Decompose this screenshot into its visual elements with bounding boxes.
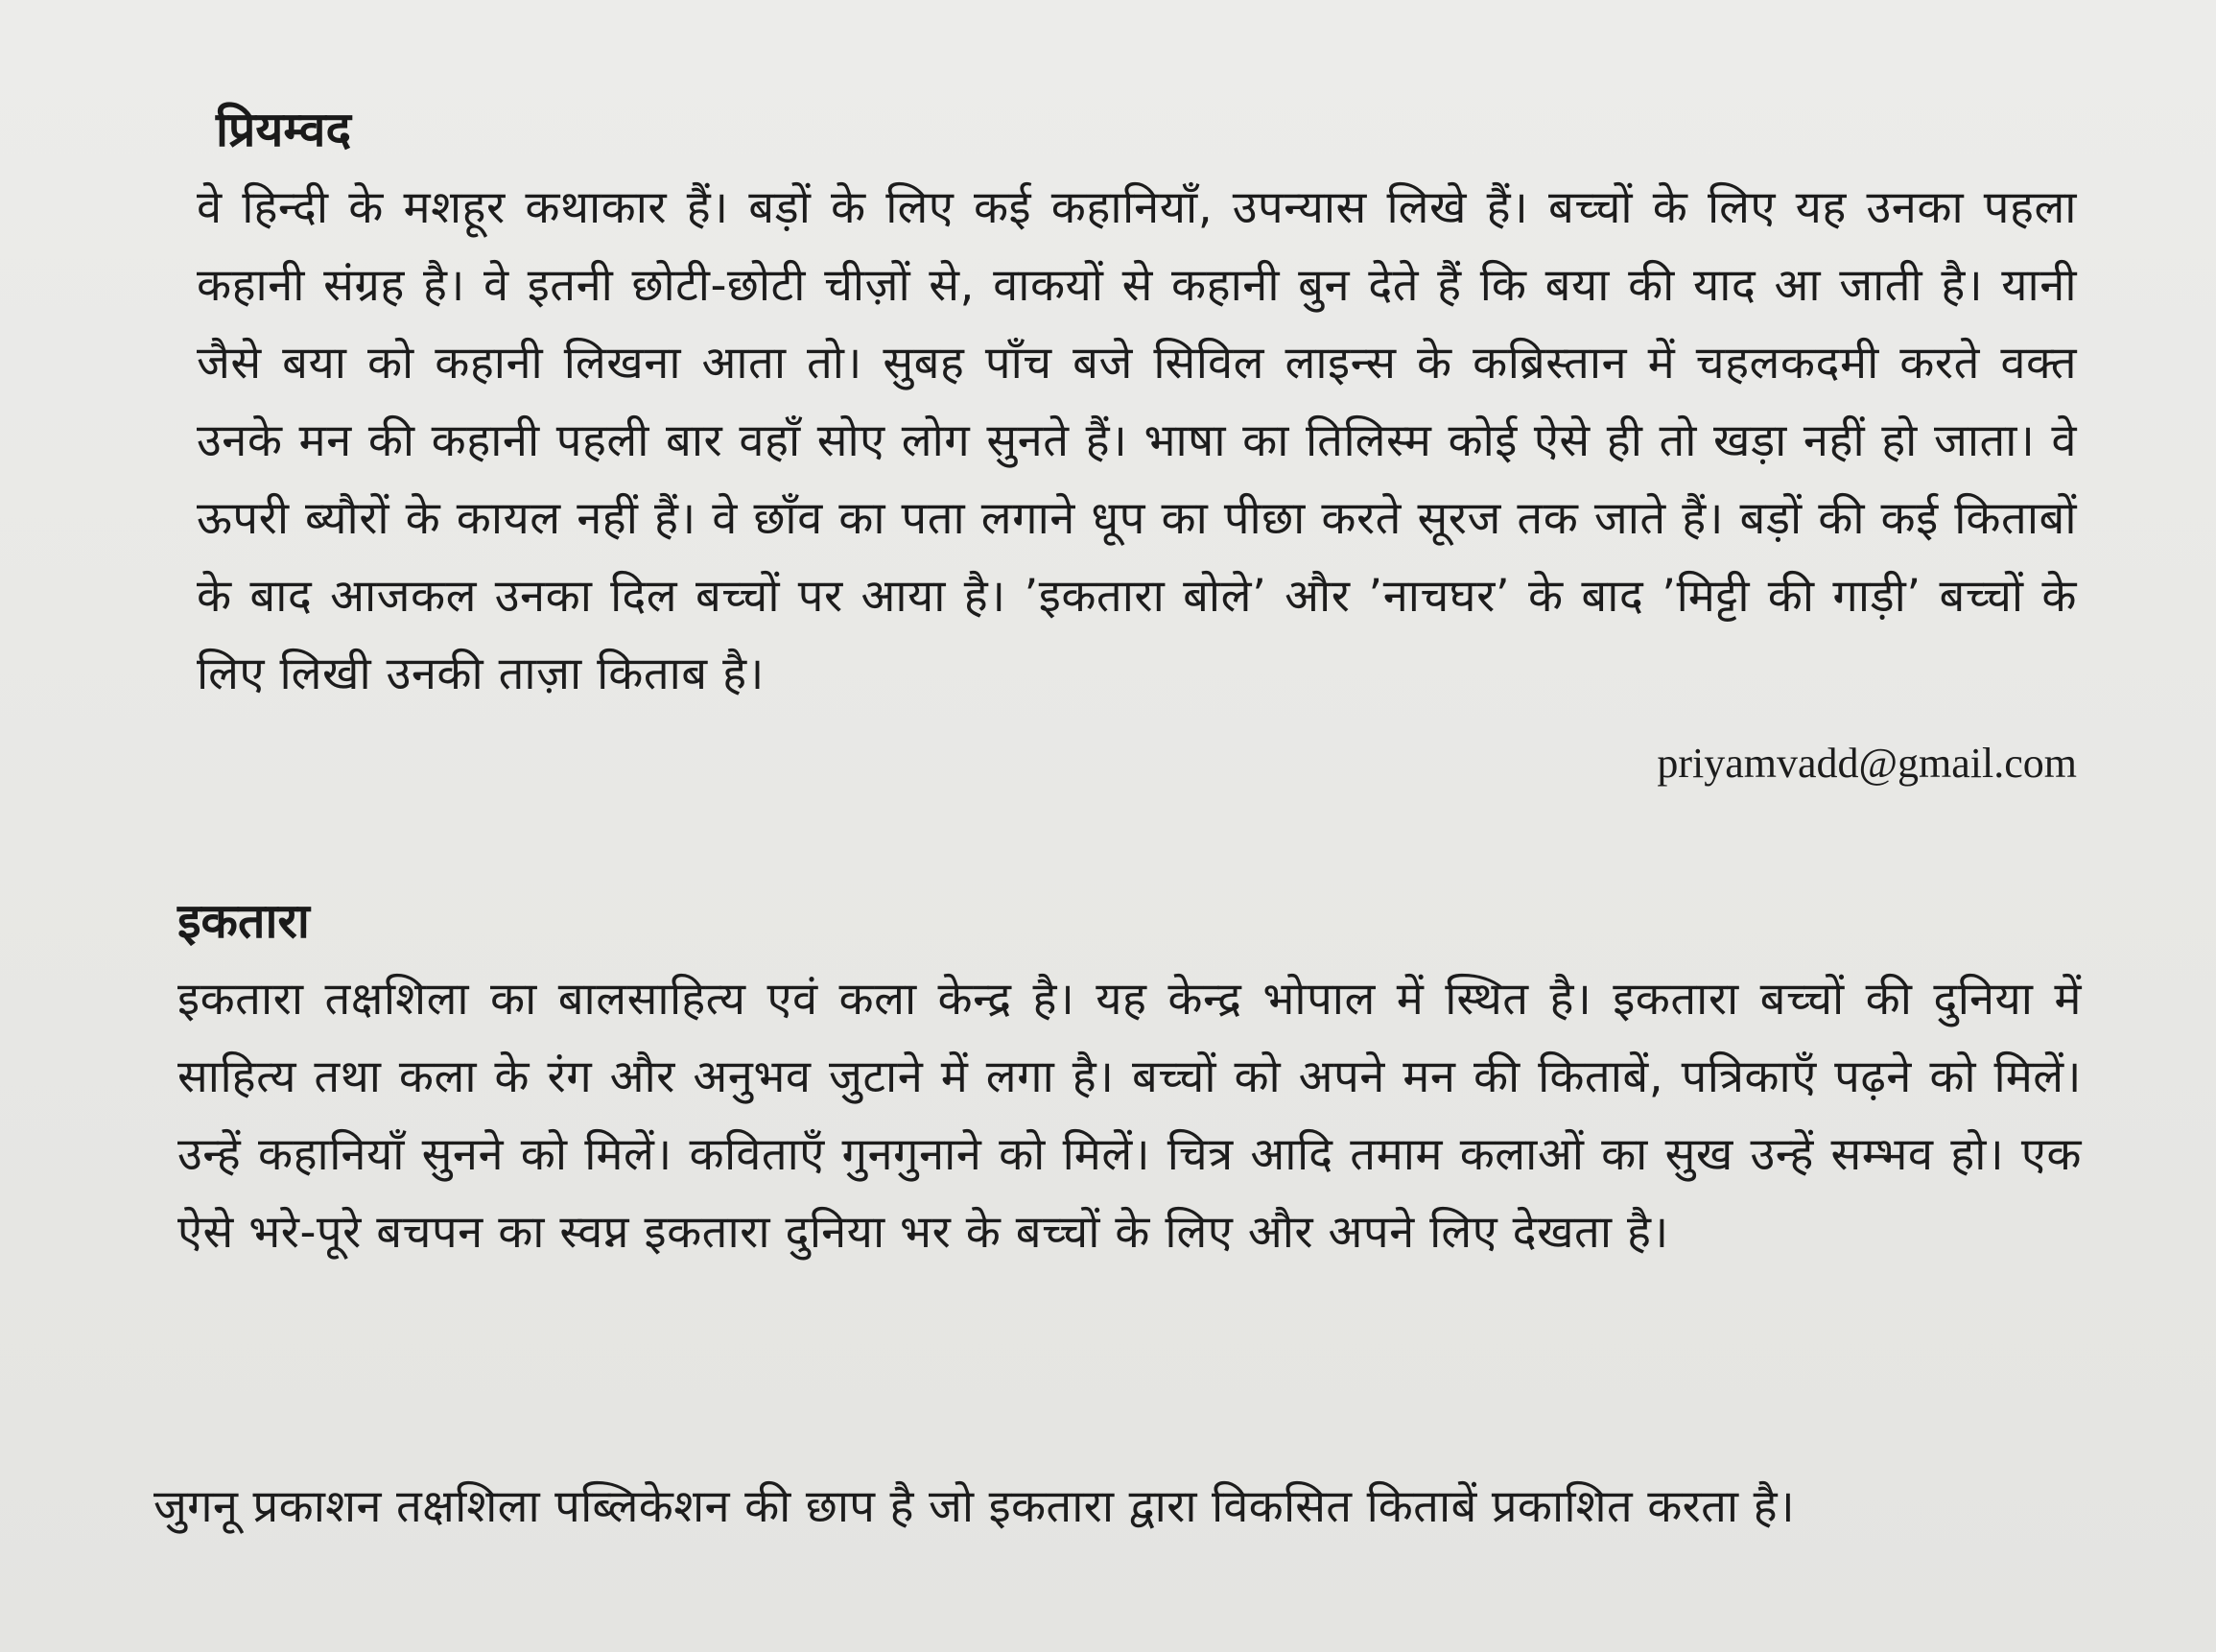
author-name-heading: प्रियम्वद bbox=[216, 102, 351, 157]
author-email: priyamvadd@gmail.com bbox=[1657, 740, 2077, 787]
ektara-heading: इकतारा bbox=[177, 893, 310, 949]
ektara-section bbox=[177, 887, 2082, 1271]
imprint-note: जुगनू प्रकाशन तक्षशिला पब्लिकेशन की छाप है जो इकतारा द्वारा विकसित किताबें प्रकाशित करता है। bbox=[153, 1480, 1795, 1533]
author-bio-paragraph: वे हिन्दी के मशहूर कथाकार हैं। बड़ों के लिए कई कहानियाँ, उपन्यास लिखे हैं। बच्चों के लिए यह उनका पहला कहानी संग्रह है। वे इतनी छोटी-छोटी चीज़ों से, वाकयों से कहानी बुन देते हैं कि बया की याद आ जाती है। यानी जैसे बया को कहानी लिखना आता तो। सुबह पाँच बजे सिविल लाइन्स के कब्रिस्तान में चहलकदमी करते वक्त उनके मन की कहानी पहली बार वहाँ सोए लोग सुनते हैं। भाषा का तिलिस्म कोई ऐसे ही तो खड़ा नहीं हो जाता। वे ऊपरी ब्यौरों के कायल नहीं हैं। वे छाँव का पता लगाने धूप का पीछा करते सूरज तक जाते हैं। बड़ों की कई किताबों के बाद आजकल उनका दिल बच्चों पर आया है। ’इकतारा बोले’ और ’नाचघर’ के बाद ’मिट्टी की गाड़ी’ बच्चों के लिए लिखी उनकी ताज़ा किताब है। bbox=[197, 181, 2077, 700]
author-section bbox=[197, 96, 2077, 713]
ektara-paragraph: इकतारा तक्षशिला का बालसाहित्य एवं कला केन्द्र है। यह केन्द्र भोपाल में स्थित है। इकतारा बच्चों की दुनिया में साहित्य तथा कला के रंग और अनुभव जुटाने में लगा है। बच्चों को अपने मन की किताबें, पत्रिकाएँ पढ़ने को मिलें। उन्हें कहानियाँ सुनने को मिलें। कविताएँ गुनगुनाने को मिलें। चित्र आदि तमाम कलाओं का सुख उन्हें सम्भव हो। एक ऐसे भरे-पूरे बचपन का स्वप्न इकतारा दुनिया भर के बच्चों के लिए और अपने लिए देखता है। bbox=[177, 973, 2082, 1259]
